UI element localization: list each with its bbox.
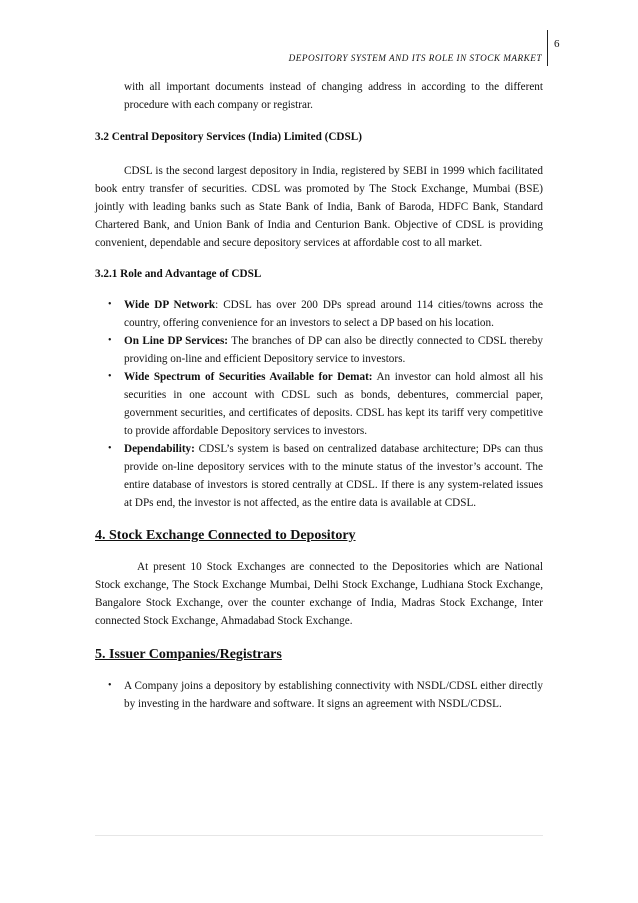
bullet-term-sep: : [215,299,219,311]
bullet-term: Wide Spectrum of Securities Available for Demat: [124,371,373,383]
bullet-icon: • [108,335,112,346]
list-item [95,677,543,713]
cdsl-advantages-list [95,296,543,512]
bullet-term: Dependability: [124,443,195,455]
bullet-text: CDSL has over 200 DPs spread around 114 cities/towns across the country, offering convenience for an investors to select a DP based on his location. [124,299,543,329]
bullet-icon: • [108,680,112,691]
section-4-title: 4. Stock Exchange Connected to Depository [95,528,356,543]
section-3-2-paragraph: CDSL is the second largest depository in India, registered by SEBI in 1999 which facilitated book entry transfer of securities. CDSL was promoted by The Stock Exchange, Mumbai (BSE) jointly with leading banks such as State Bank of India, Bank of Baroda, HDFC Bank, Standard Chartered Bank, and Union Bank of India and Centurion Bank. Objective of CDSL is providing convenient, dependable and secure depository services at affordable cost to all market. [95,165,543,249]
bullet-icon: • [108,443,112,454]
list-item [95,368,543,440]
bullet-text: An investor can hold almost all his securities in one account with CDSL such as bonds, debentures, commercial paper, government securities, and certificates of deposits. CDSL has kept its tariff very competitive to provide affordable Depository services to investors. [124,371,543,437]
list-item [95,440,543,512]
section-5-title: 5. Issuer Companies/Registrars [95,647,282,662]
bullet-icon: • [108,299,112,310]
page-number: 6 [554,38,560,50]
issuer-list [95,677,543,713]
section-4-paragraph: At present 10 Stock Exchanges are connected to the Depositories which are National Stock exchange, The Stock Exchange Mumbai, Delhi Stock Exchange, Ludhiana Stock Exchange, Bangalore Stock Exchange, over the counter exchange of India, Madras Stock Exchange, Inter connected Stock Exchange, Ahmadabad Stock Exchange. [95,561,543,627]
footer-divider [95,835,543,836]
section-3-2-title: 3.2 Central Depository Services (India) Limited (CDSL) [95,131,362,143]
bullet-term: On Line DP Services: [124,335,229,347]
section-3-2-1-title: 3.2.1 Role and Advantage of CDSL [95,268,262,280]
list-item [95,332,543,368]
bullet-text: CDSL’s system is based on centralized database architecture; DPs can thus provide on-line depository services with to the minute status of the investor’s account. The entire database of investors is stored centrally at CDSL. If there is any system-related issues at DPs end, the investor is not affected, as the entire data is available at CDSL. [124,443,543,509]
document-body [95,78,543,713]
list-item [95,296,543,332]
bullet-text: A Company joins a depository by establishing connectivity with NSDL/CDSL either directly by investing in the hardware and software. It signs an agreement with NSDL/CDSL. [124,680,543,710]
bullet-term: Wide DP Network [124,299,216,311]
bullet-icon: • [108,371,112,382]
running-head: DEPOSITORY SYSTEM AND ITS ROLE IN STOCK MARKET [288,53,542,63]
bullet-text: The branches of DP can also be directly connected to CDSL thereby providing on-line and efficient Depository service to investors. [124,335,544,365]
header-divider [547,30,548,66]
intro-paragraph: with all important documents instead of changing address in according to the different procedure with each company or registrar. [124,81,543,111]
